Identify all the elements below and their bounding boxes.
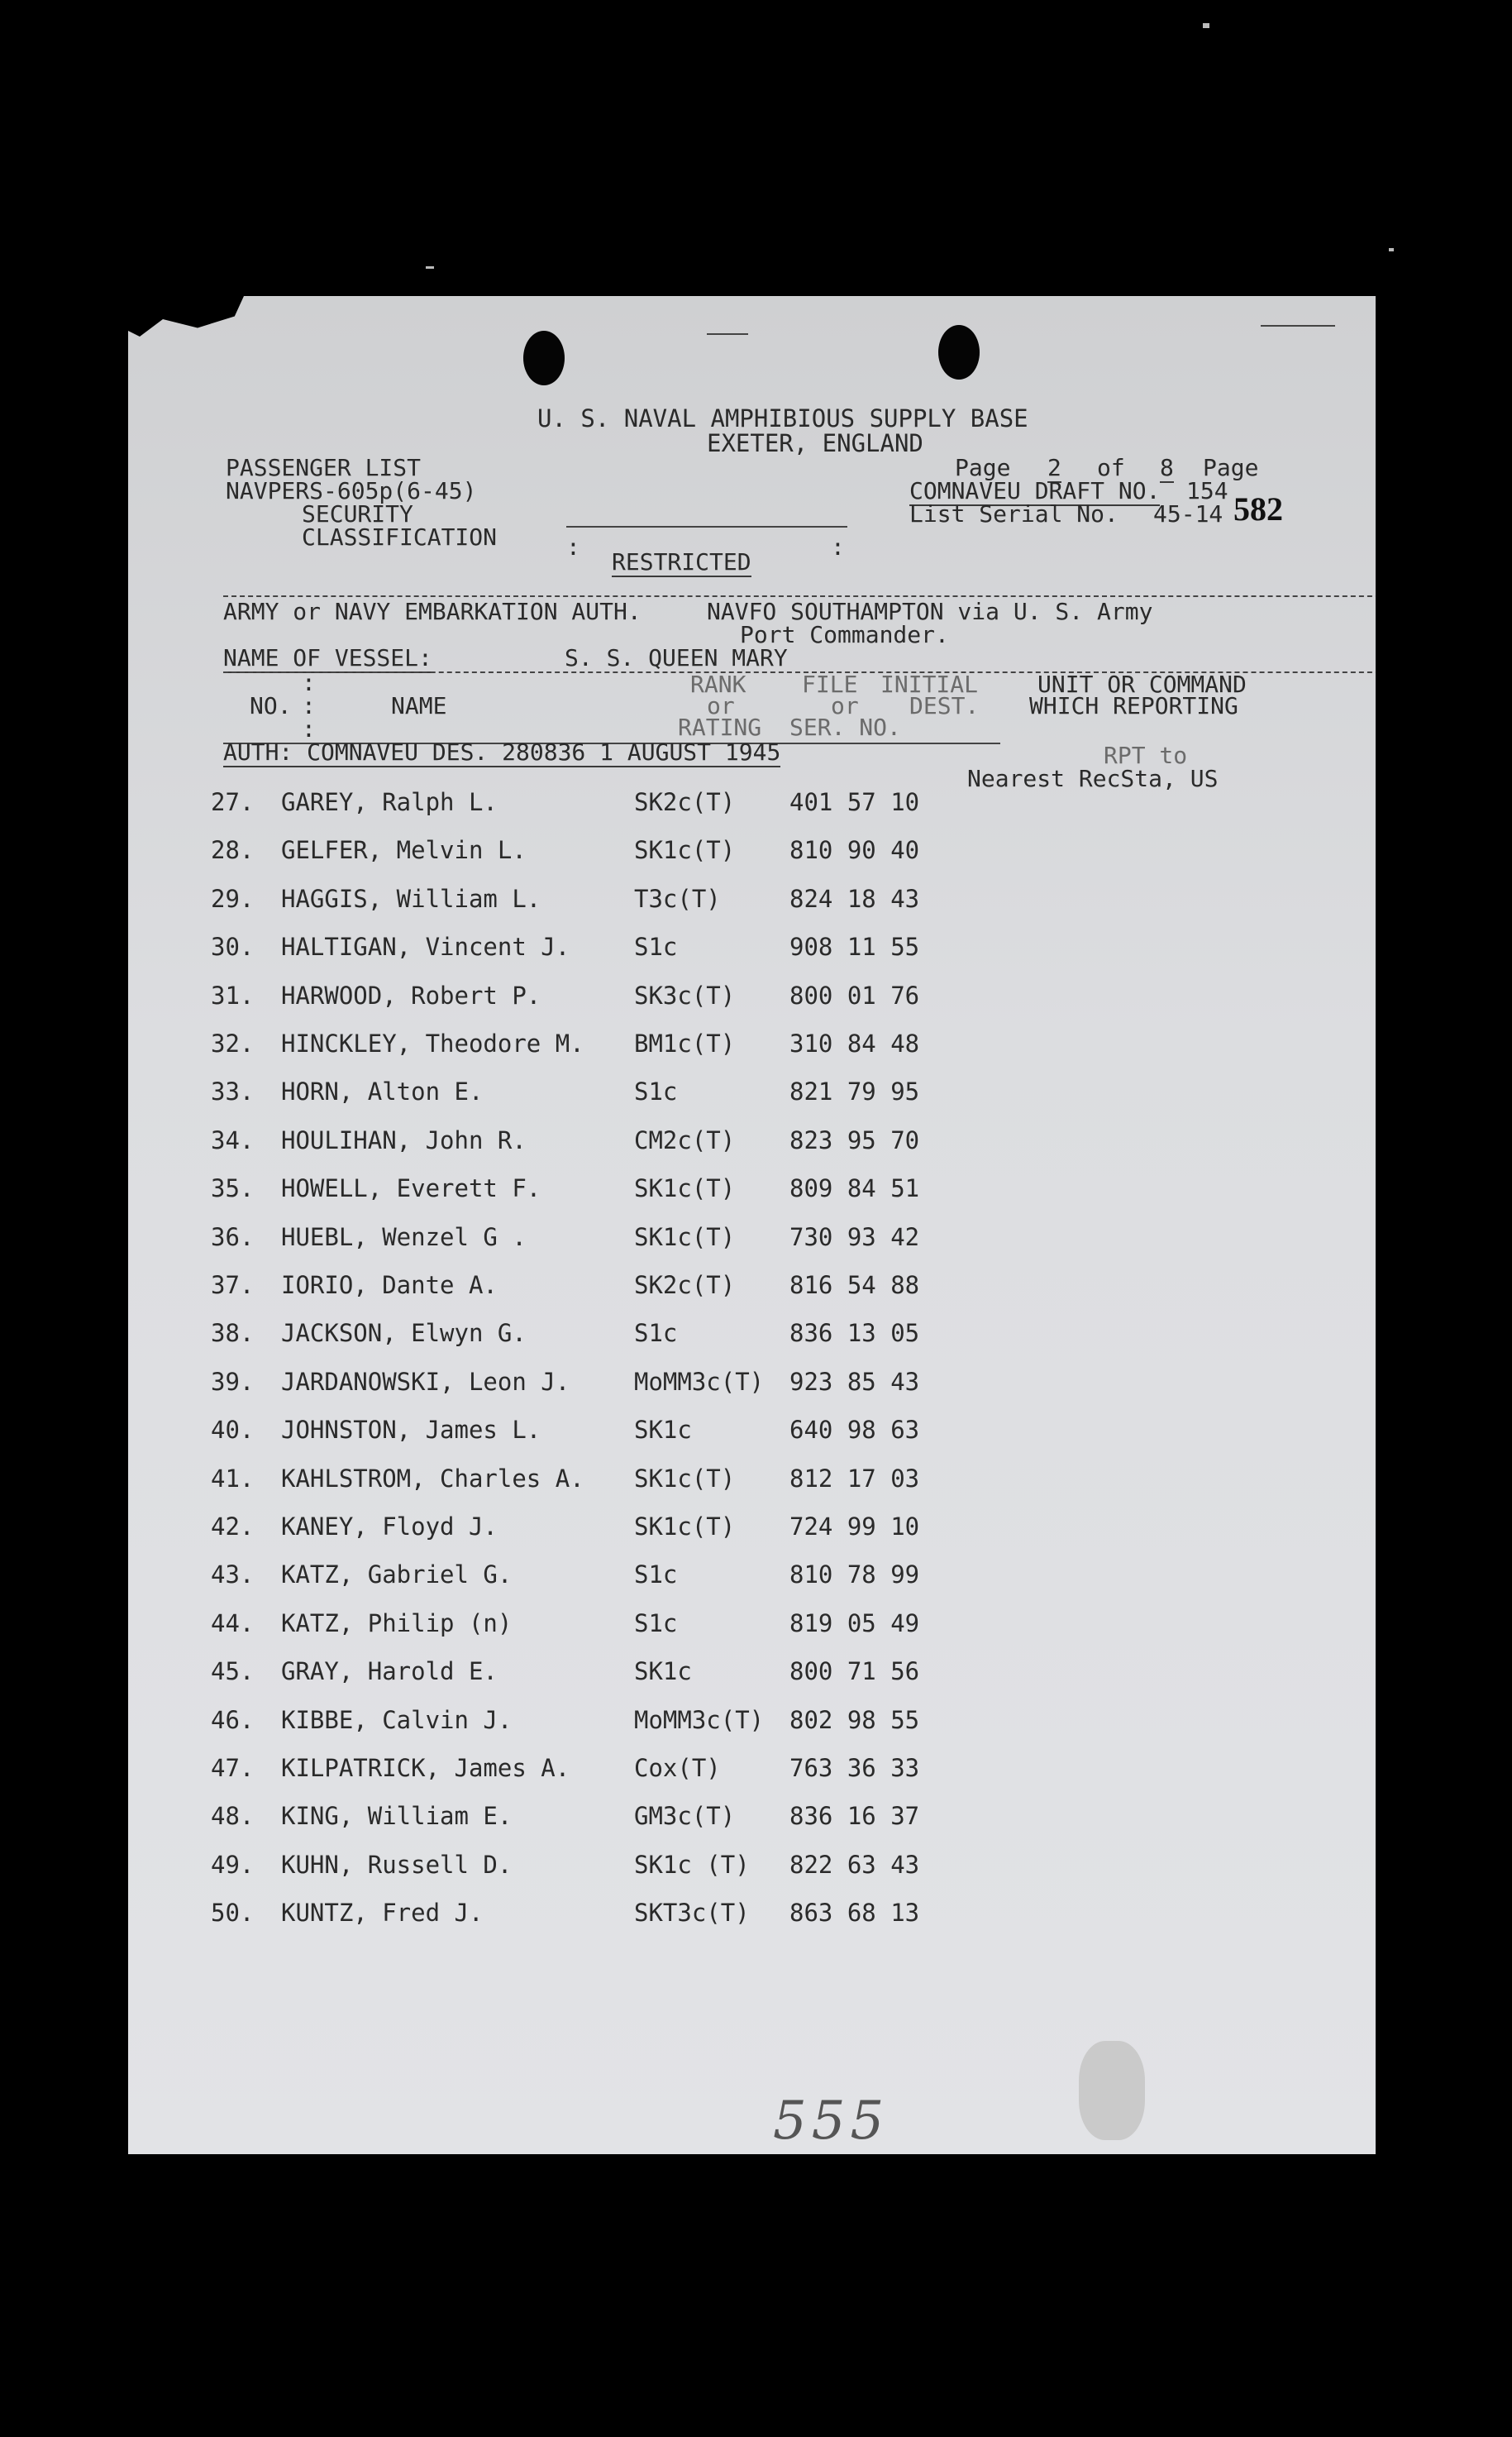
passenger-rating: SK1c(T) (634, 836, 736, 865)
table-row (128, 1222, 1376, 1255)
table-row (128, 1415, 1376, 1448)
torn-corner (128, 296, 244, 354)
table-row (128, 1464, 1376, 1497)
table-row (128, 932, 1376, 965)
passenger-name: HINCKLEY, Theodore M. (281, 1030, 584, 1058)
passenger-number: 27. (211, 788, 255, 816)
passenger-name: JACKSON, Elwyn G. (281, 1319, 527, 1348)
classification-box-left: : (566, 533, 580, 561)
dust-speck (426, 266, 434, 269)
table-row (128, 1512, 1376, 1545)
draft-number: 154 (1186, 477, 1228, 504)
report-destination: Nearest RecSta, US (967, 765, 1219, 792)
table-row (128, 1560, 1376, 1593)
table-row (128, 1850, 1376, 1883)
punch-hole-left (523, 331, 565, 385)
column-initial: INITIAL (880, 671, 979, 698)
embarkation-label: ARMY or NAVY EMBARKATION AUTH. (223, 598, 642, 625)
passenger-name: KUHN, Russell D. (281, 1850, 513, 1879)
passenger-number: 31. (211, 981, 255, 1010)
page-of: of (1097, 454, 1125, 481)
table-row (128, 1318, 1376, 1351)
passenger-rating: SK1c (634, 1657, 692, 1686)
passenger-serial: 923 85 43 (789, 1367, 920, 1396)
column-name: NAME (391, 692, 447, 719)
vessel-name: S. S. QUEEN MARY (565, 644, 788, 671)
passenger-number: 29. (211, 884, 255, 913)
passenger-number: 44. (211, 1608, 255, 1637)
passenger-serial: 730 93 42 (789, 1222, 920, 1251)
passenger-serial: 809 84 51 (789, 1174, 920, 1203)
passenger-rating: MoMM3c(T) (634, 1705, 765, 1734)
passenger-rating: SKT3c(T) (634, 1899, 750, 1928)
embarkation-value-2: Port Commander. (740, 621, 949, 648)
table-row (128, 1367, 1376, 1400)
passenger-number: 43. (211, 1560, 255, 1589)
table-row (128, 1705, 1376, 1738)
table-row (128, 1753, 1376, 1786)
table-row (128, 1801, 1376, 1834)
passenger-serial: 310 84 48 (789, 1030, 920, 1058)
page-label: Page (955, 454, 1011, 481)
smudge (1079, 2041, 1145, 2140)
table-row (128, 1173, 1376, 1207)
punch-hole-right (938, 325, 980, 380)
passenger-number: 48. (211, 1802, 255, 1831)
passenger-rating: SK1c(T) (634, 1512, 736, 1541)
serial-label: List Serial No. (909, 500, 1118, 528)
passenger-name: KUNTZ, Fred J. (281, 1899, 484, 1928)
dust-speck (1389, 248, 1394, 251)
handwritten-mark: 555 (773, 2091, 890, 2152)
passenger-name: GRAY, Harold E. (281, 1657, 498, 1686)
passenger-name: HALTIGAN, Vincent J. (281, 933, 570, 962)
column-serial: SER. NO. (789, 714, 901, 741)
serial-stamp: 582 (1233, 490, 1283, 528)
base-name: U. S. NAVAL AMPHIBIOUS SUPPLY BASE (537, 404, 1028, 432)
column-rank: RANK (690, 671, 746, 698)
passenger-serial: 816 54 88 (789, 1271, 920, 1299)
passenger-number: 36. (211, 1222, 255, 1251)
passenger-rating: S1c (634, 1608, 678, 1637)
page-number: 2 (1047, 454, 1061, 481)
passenger-serial: 908 11 55 (789, 933, 920, 962)
column-divider-colon: : (302, 692, 316, 719)
form-number: NAVPERS-605p(6-45) (226, 477, 477, 504)
passenger-rating: S1c (634, 1078, 678, 1106)
passenger-rating: CM2c(T) (634, 1125, 736, 1154)
passenger-number: 42. (211, 1512, 255, 1541)
passenger-serial: 822 63 43 (789, 1850, 920, 1879)
passenger-rating: SK2c(T) (634, 1271, 736, 1299)
column-rank-or: or (707, 692, 735, 719)
passenger-serial: 810 78 99 (789, 1560, 920, 1589)
passenger-serial: 763 36 33 (789, 1754, 920, 1782)
page-total: 8 (1160, 454, 1174, 481)
passenger-serial: 812 17 03 (789, 1464, 920, 1493)
embarkation-rule-top (223, 595, 1376, 597)
passenger-number: 45. (211, 1657, 255, 1686)
classification-box-top (566, 526, 847, 528)
column-divider-colon: : (302, 669, 316, 696)
passenger-name: KING, William E. (281, 1802, 513, 1831)
passenger-number: 35. (211, 1174, 255, 1203)
passenger-serial: 836 13 05 (789, 1319, 920, 1348)
passenger-name: GELFER, Melvin L. (281, 836, 527, 865)
passenger-serial: 800 01 76 (789, 981, 920, 1010)
passenger-name: HORN, Alton E. (281, 1078, 484, 1106)
column-unit: UNIT OR COMMAND (1037, 671, 1247, 698)
passenger-number: 30. (211, 933, 255, 962)
column-rating: RATING (678, 714, 762, 741)
passenger-name: HOULIHAN, John R. (281, 1125, 527, 1154)
passenger-name: KILPATRICK, James A. (281, 1754, 570, 1782)
table-row (128, 981, 1376, 1014)
table-row (128, 1656, 1376, 1689)
passenger-number: 46. (211, 1705, 255, 1734)
passenger-number: 39. (211, 1367, 255, 1396)
vessel-label: NAME OF VESSEL: (223, 644, 432, 671)
corner-dash (1261, 325, 1335, 327)
serial-number: 45-14 (1153, 500, 1223, 528)
report-to: RPT to (1104, 742, 1188, 769)
dust-speck (1203, 23, 1209, 28)
passenger-name: KATZ, Gabriel G. (281, 1560, 513, 1589)
passenger-rating: SK1c(T) (634, 1174, 736, 1203)
base-location: EXETER, ENGLAND (707, 429, 923, 457)
passenger-number: 41. (211, 1464, 255, 1493)
column-no: NO. (250, 692, 292, 719)
classification-label: CLASSIFICATION (302, 523, 498, 551)
passenger-rating: GM3c(T) (634, 1802, 736, 1831)
passenger-serial: 821 79 95 (789, 1078, 920, 1106)
classification-box-right: : (831, 533, 845, 561)
passenger-rating: Cox(T) (634, 1754, 721, 1782)
column-divider-colon: : (302, 715, 316, 743)
table-row (128, 1898, 1376, 1931)
passenger-number: 40. (211, 1416, 255, 1445)
table-row (128, 1270, 1376, 1303)
passenger-name: IORIO, Dante A. (281, 1271, 498, 1299)
passenger-serial: 401 57 10 (789, 788, 920, 816)
passenger-name: HAGGIS, William L. (281, 884, 541, 913)
passenger-rating: SK2c(T) (634, 788, 736, 816)
auth-line: AUTH: COMNAVEU DES. 280836 1 AUGUST 1945 (223, 738, 781, 766)
passenger-name: GAREY, Ralph L. (281, 788, 498, 816)
passenger-number: 28. (211, 836, 255, 865)
header-dash (707, 333, 748, 335)
table-row (128, 1029, 1376, 1062)
passenger-rating: BM1c(T) (634, 1030, 736, 1058)
table-row (128, 884, 1376, 917)
passenger-rating: S1c (634, 1319, 678, 1348)
passenger-rating: SK1c (T) (634, 1850, 750, 1879)
passenger-name: HOWELL, Everett F. (281, 1174, 541, 1203)
passenger-number: 33. (211, 1078, 255, 1106)
passenger-number: 49. (211, 1850, 255, 1879)
column-file: FILE (802, 671, 858, 698)
passenger-list-document (128, 296, 1376, 2154)
passenger-rating: MoMM3c(T) (634, 1367, 765, 1396)
table-row (128, 1125, 1376, 1159)
table-row (128, 1077, 1376, 1110)
passenger-number: 47. (211, 1754, 255, 1782)
passenger-serial: 802 98 55 (789, 1705, 920, 1734)
passenger-name: JARDANOWSKI, Leon J. (281, 1367, 570, 1396)
passenger-rating: SK1c(T) (634, 1222, 736, 1251)
passenger-number: 38. (211, 1319, 255, 1348)
passenger-rating: S1c (634, 1560, 678, 1589)
passenger-rating: T3c(T) (634, 884, 721, 913)
passenger-rating: SK1c(T) (634, 1464, 736, 1493)
column-dest: DEST. (909, 692, 980, 719)
passenger-serial: 824 18 43 (789, 884, 920, 913)
passenger-serial: 724 99 10 (789, 1512, 920, 1541)
passenger-name: KANEY, Floyd J. (281, 1512, 498, 1541)
list-title: PASSENGER LIST (226, 454, 422, 481)
passenger-number: 37. (211, 1271, 255, 1299)
passenger-serial: 823 95 70 (789, 1125, 920, 1154)
passenger-name: KAHLSTROM, Charles A. (281, 1464, 584, 1493)
passenger-name: KIBBE, Calvin J. (281, 1705, 513, 1734)
passenger-name: HUEBL, Wenzel G . (281, 1222, 527, 1251)
passenger-rating: S1c (634, 933, 678, 962)
passenger-name: KATZ, Philip (n) (281, 1608, 513, 1637)
passenger-name: JOHNSTON, James L. (281, 1416, 541, 1445)
passenger-name: HARWOOD, Robert P. (281, 981, 541, 1010)
passenger-number: 50. (211, 1899, 255, 1928)
passenger-serial: 800 71 56 (789, 1657, 920, 1686)
draft-label: COMNAVEU DRAFT NO. (909, 477, 1161, 504)
embarkation-value: NAVFO SOUTHAMPTON via U. S. Army (707, 598, 1153, 625)
classification-value: RESTRICTED (612, 548, 751, 576)
passenger-number: 32. (211, 1030, 255, 1058)
table-row (128, 1608, 1376, 1641)
table-row (128, 787, 1376, 820)
security-label: SECURITY (302, 500, 413, 528)
passenger-serial: 810 90 40 (789, 836, 920, 865)
passenger-rating: SK3c(T) (634, 981, 736, 1010)
passenger-number: 34. (211, 1125, 255, 1154)
table-row (128, 835, 1376, 868)
passenger-rating: SK1c (634, 1416, 692, 1445)
column-reporting: WHICH REPORTING (1029, 692, 1238, 719)
passenger-serial: 863 68 13 (789, 1899, 920, 1928)
passenger-serial: 819 05 49 (789, 1608, 920, 1637)
column-file-or: or (831, 692, 859, 719)
page-suffix: Page (1203, 454, 1259, 481)
passenger-serial: 640 98 63 (789, 1416, 920, 1445)
passenger-serial: 836 16 37 (789, 1802, 920, 1831)
